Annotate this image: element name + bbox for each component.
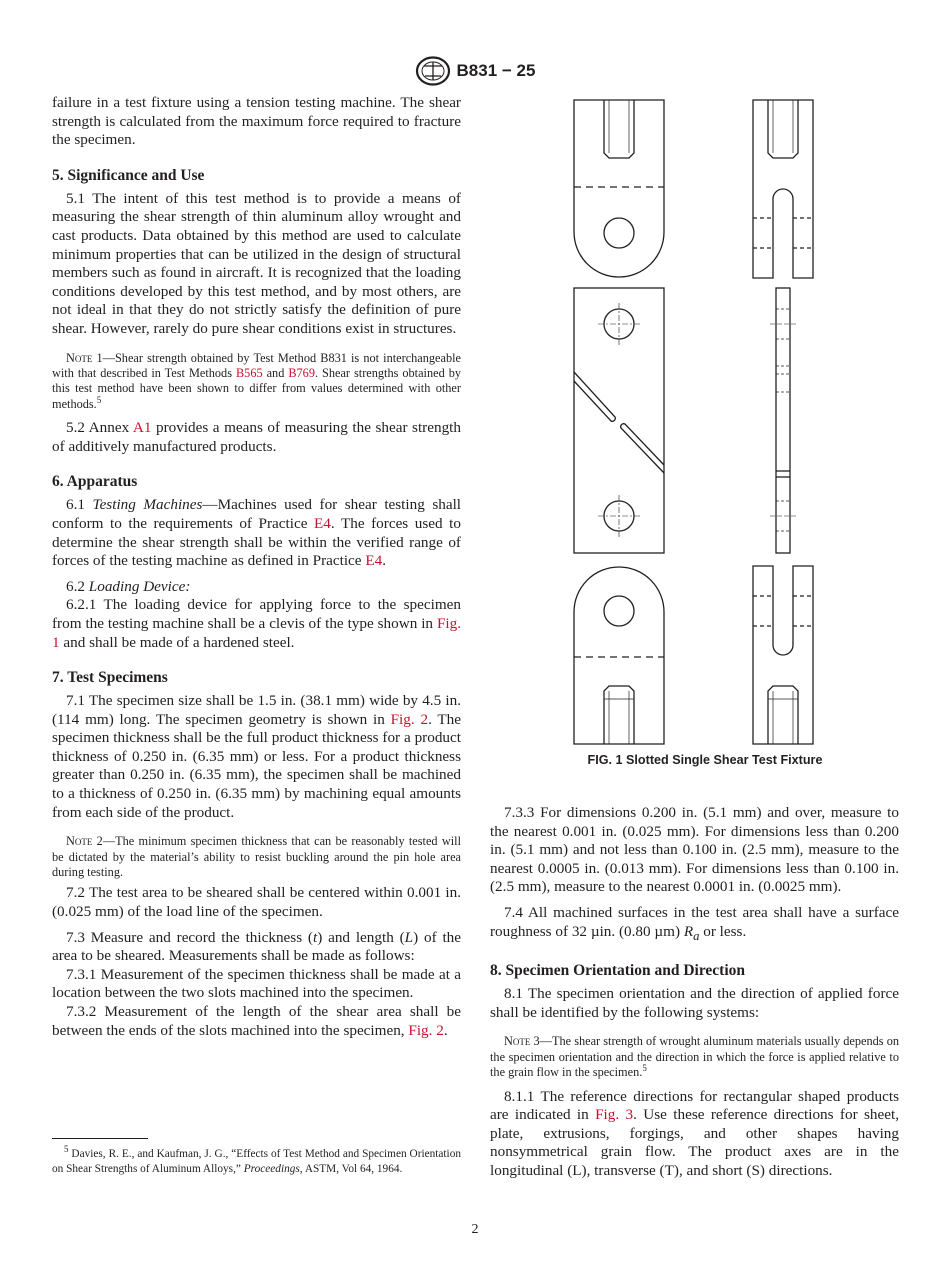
bottom-clevis-side bbox=[753, 566, 813, 744]
note-label: Note bbox=[66, 834, 93, 849]
top-clevis-side bbox=[753, 100, 813, 278]
paragraph-7-4: 7.4 All machined surfaces in the test area shall have a surface roughness of 32 µin. (0.80 µm) $R_a$ or less. bbox=[490, 903, 899, 943]
lower-slot bbox=[621, 424, 664, 473]
note-label: Note bbox=[504, 1034, 531, 1049]
astm-logo-icon bbox=[415, 56, 451, 86]
bottom-pin-hole bbox=[604, 596, 634, 626]
link-fig-2[interactable]: Fig. 2 bbox=[390, 710, 429, 728]
page-number: 2 bbox=[471, 1222, 479, 1237]
footnote-rule bbox=[52, 1138, 148, 1139]
paragraph-7-3-2: 7.3.2 Measurement of the length of the shear area shall be between the ends of the slots machined into the specimen, Fig. 2. bbox=[52, 1003, 461, 1039]
right-column bbox=[490, 804, 899, 1181]
note-2: Note 2—The minimum specimen thickness that can be reasonably tested will be dictated by the material’s ability to resist buckling around the pin hole area during testing. bbox=[52, 834, 461, 880]
paragraph-7-3-1: 7.3.1 Measurement of the specimen thickness shall be made at a location between the two slots machined into the specimen. bbox=[52, 965, 461, 1002]
note-label: Note bbox=[66, 350, 93, 365]
top-clevis-front bbox=[574, 100, 664, 277]
page-header bbox=[0, 56, 950, 91]
link-fig-2[interactable]: Fig. 2 bbox=[408, 1021, 444, 1039]
link-annex-a1[interactable]: A1 bbox=[132, 419, 152, 437]
link-fig-3[interactable]: Fig. 3 bbox=[595, 1106, 634, 1124]
left-column bbox=[52, 94, 461, 1040]
footnote-ref: 5 bbox=[96, 394, 102, 405]
upper-slot bbox=[574, 372, 615, 421]
paragraph-7-3-3: 7.3.3 For dimensions 0.200 in. (5.1 mm) and over, measure to the nearest 0.001 in. (0.025 mm). For dimensions less than 0.200 in. (5.1 mm) and not less than 0.100 in. (2.5 mm), measure to the nearest 0.0005 in. (0.013 mm). For dimensions less than 0.100 in. (2.5 mm), measure to the nearest 0.0001 in. (0.0025 mm). bbox=[490, 804, 899, 896]
link-e4[interactable]: E4 bbox=[314, 514, 331, 532]
paragraph-6-2-1: 6.2.1 The loading device for applying force to the specimen from the testing machine shall be a clevis of the type shown in Fig. 1 and shall be made of a hardened steel. bbox=[52, 596, 461, 651]
document-designation: B831 − 25 bbox=[456, 61, 536, 80]
figure-1-drawing bbox=[562, 96, 832, 748]
link-b769[interactable]: B769 bbox=[288, 365, 315, 380]
footnote-ref: 5 bbox=[642, 1063, 647, 1074]
bottom-clevis-front bbox=[574, 567, 664, 744]
top-pin-hole bbox=[604, 218, 634, 248]
paragraph-5-1: 5.1 The intent of this test method is to provide a means of measuring the shear strength of thin aluminum alloy wrought and cast products. Data obtained by this method are used to calculate minimum properties that can be utilized in the design of structural members such as found in aircraft. It is recognized that the loading conditions developed by this test method, and by most others, are not ideal in that they do not strictly satisfy the definition of pure shear. However, rarely do pure shear conditions exist in structures. bbox=[52, 189, 461, 337]
paragraph-8-1: 8.1 The specimen orientation and the direction of applied force shall be identified by the following systems: bbox=[490, 985, 899, 1021]
section-7-heading: 7. Test Specimens bbox=[52, 669, 168, 687]
figure-1-caption: FIG. 1 Slotted Single Shear Test Fixture bbox=[587, 753, 823, 767]
paragraph-7-3: 7.3 Measure and record the thickness (t) and length (L) of the area to be sheared. Measurements shall be made as follows: bbox=[52, 928, 461, 965]
specimen-side bbox=[776, 288, 790, 553]
link-e4[interactable]: E4 bbox=[365, 552, 383, 570]
link-b565[interactable]: B565 bbox=[235, 365, 263, 380]
section-8-heading: 8. Specimen Orientation and Direction bbox=[490, 962, 746, 980]
note-3: Note 3—The shear strength of wrought aluminum materials usually depends on the specimen orientation and the direction in which the force is applied relative to the grain flow in the specimen.$^5$ bbox=[490, 1034, 899, 1080]
paragraph-6-2: 6.2 Loading Device: bbox=[66, 577, 191, 595]
link-fig-1[interactable]: Fig. 1 bbox=[52, 614, 461, 651]
section-5-heading: 5. Significance and Use bbox=[52, 166, 205, 184]
paragraph-5-2: 5.2 Annex A1 provides a means of measuring the shear strength of additively manufactured products. bbox=[52, 419, 461, 455]
note-1: Note 1—Shear strength obtained by Test Method B831 is not interchangeable with that described in Test Methods B565 and B769. Shear strengths obtained by this test method have been shown to differ from values determined with other methods.$^5$ bbox=[52, 350, 461, 411]
paragraph-8-1-1: 8.1.1 The reference directions for rectangular shaped products are indicated in Fig. 3. Use these reference directions for sheet, plate, extrusions, forgings, and other shapes having nonsymmetrical grain flow. The product axes are in the longitudinal (L), transverse (T), and short (S) directions. bbox=[490, 1087, 899, 1179]
paragraph-intro-continued: failure in a test fixture using a tension testing machine. The shear strength is calculated from the maximum force required to fracture the specimen. bbox=[52, 94, 461, 149]
paragraph-7-1: 7.1 The specimen size shall be 1.5 in. (38.1 mm) wide by 4.5 in. (114 mm) long. The specimen geometry is shown in Fig. 2. The specimen thickness shall be the full product thickness for a product thickness of 0.250 in. (6.35 mm) or less. For a product thickness greater than 0.250 in. (6.35 mm), the specimen shall be machined to a thickness of 0.250 in. (6.35 mm) by machining equal amounts from each side of the product. bbox=[52, 692, 461, 821]
section-6-heading: 6. Apparatus bbox=[52, 473, 138, 491]
paragraph-6-1: 6.1 Testing Machines—Machines used for shear testing shall conform to the requirements of Practice E4. The forces used to determine the shear strength shall be within the verified range of forces of the testing machine as defined in Practice E4. bbox=[52, 496, 462, 570]
footnote-5: $^5$ Davies, R. E., and Kaufman, J. G., “Effects of Test Method and Specimen Orientation on Shear Strengths of Aluminum Alloys,” Proceedings, ASTM, Vol 64, 1964. bbox=[52, 1144, 461, 1175]
paragraph-7-2: 7.2 The test area to be sheared shall be centered within 0.001 in. (0.025 mm) of the load line of the specimen. bbox=[52, 884, 461, 921]
